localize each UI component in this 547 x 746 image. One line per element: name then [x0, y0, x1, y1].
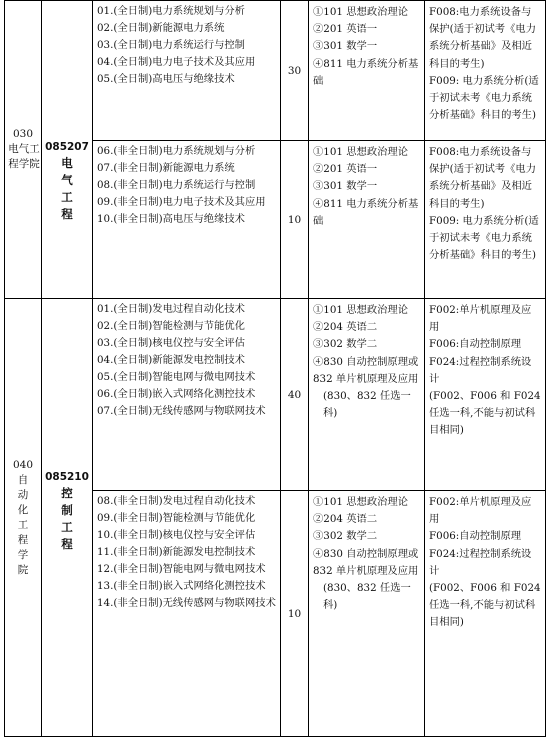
exam-subjects — [309, 1, 425, 141]
college-name: 自动化工程学院 — [17, 473, 29, 576]
direction-item: 03.(全日制)电力系统运行与控制 — [97, 39, 245, 51]
college-name: 电气工程学院 — [8, 143, 40, 170]
exam-item: ②201 英语一 — [313, 23, 378, 36]
direction-item: 14.(非全日制)无线传感网与物联网技术 — [97, 597, 276, 609]
direction-item: 10.(非全日制)高电压与绝缘技术 — [97, 213, 245, 225]
table-row — [5, 299, 546, 491]
direction-item: 04.(全日制)新能源发电控制技术 — [97, 354, 245, 366]
retest-item: F008:电力系统设备与保护(适于初试考《电力系统分析基础》及相近科目的考生) — [429, 146, 536, 210]
research-directions — [93, 491, 281, 737]
exam-item: ④830 自动控制原理或 832 单片机原理及应用 — [313, 547, 419, 577]
exam-subjects — [309, 141, 425, 299]
retest-item: F002:单片机原理及应用 — [429, 304, 532, 334]
direction-item: 07.(非全日制)新能源电力系统 — [97, 162, 235, 174]
direction-item: 11.(非全日制)新能源发电控制技术 — [97, 546, 256, 558]
retest-subjects — [425, 491, 546, 737]
direction-item: 05.(全日制)高电压与绝缘技术 — [97, 73, 235, 85]
direction-item: 03.(全日制)核电仪控与安全评估 — [97, 337, 245, 349]
direction-item: 02.(全日制)新能源电力系统 — [97, 22, 225, 34]
major-cell — [42, 1, 93, 299]
direction-item: 12.(非全日制)智能电网与微电网技术 — [97, 563, 266, 575]
retest-item: F006:自动控制原理 — [429, 530, 522, 543]
exam-item: ①101 思想政治理论 — [313, 146, 409, 158]
college-code: 030 — [12, 128, 34, 140]
exam-subjects — [309, 299, 425, 491]
exam-item: ③301 数学一 — [313, 180, 378, 193]
direction-item: 10.(非全日制)核电仪控与安全评估 — [97, 529, 256, 541]
exam-item: (830、832 任选一科) — [323, 582, 411, 612]
exam-item: ③301 数学一 — [313, 40, 378, 53]
direction-item: 01.(全日制)发电过程自动化技术 — [97, 303, 245, 315]
retest-item: F008:电力系统设备与保护(适于初试考《电力系统分析基础》及相近科目的考生) — [429, 6, 536, 70]
direction-item: 04.(全日制)电力电子技术及其应用 — [97, 56, 256, 68]
direction-item: 06.(非全日制)电力系统规划与分析 — [97, 145, 256, 157]
direction-item: 01.(全日制)电力系统规划与分析 — [97, 5, 245, 17]
college-code: 040 — [12, 458, 34, 471]
exam-item: ④811 电力系统分析基础 — [313, 197, 419, 227]
direction-item: 09.(非全日制)智能检测与节能优化 — [97, 512, 256, 524]
major-cell — [42, 299, 93, 737]
exam-item: ①101 思想政治理论 — [313, 6, 409, 18]
retest-item: F009: 电力系统分析(适于初试未考《电力系统分析基础》科目的考生) — [429, 74, 539, 122]
exam-item: ①101 思想政治理论 — [313, 304, 409, 316]
exam-item: ②204 英语二 — [313, 321, 378, 334]
direction-item: 08.(非全日制)发电过程自动化技术 — [97, 495, 256, 507]
college-cell — [5, 299, 42, 737]
retest-item: (F002、F006 和 F024 任选一科,不能与初试科目相同) — [429, 390, 541, 437]
direction-item: 09.(非全日制)电力电子技术及其应用 — [97, 196, 266, 208]
direction-item: 02.(全日制)智能检测与节能优化 — [97, 320, 245, 332]
research-directions — [93, 1, 281, 141]
direction-item: 07.(全日制)无线传感网与物联网技术 — [97, 405, 266, 417]
retest-subjects — [425, 1, 546, 141]
admissions-table — [4, 0, 546, 737]
enrollment-count: 30 — [281, 1, 309, 141]
direction-item: 13.(非全日制)嵌入式网络化测控技术 — [97, 580, 266, 592]
college-cell — [5, 1, 42, 299]
retest-subjects — [425, 141, 546, 299]
retest-item: F024:过程控制系统设计 — [429, 355, 532, 385]
major-code: 085210 — [45, 471, 89, 483]
enrollment-count: 40 — [281, 299, 309, 491]
exam-item: ②201 英语一 — [313, 163, 378, 176]
research-directions — [93, 141, 281, 299]
retest-item: F002:单片机原理及应用 — [429, 496, 532, 526]
direction-item: 08.(非全日制)电力系统运行与控制 — [97, 179, 256, 191]
retest-item: F009: 电力系统分析(适于初试未考《电力系统分析基础》科目的考生) — [429, 214, 539, 262]
enrollment-count: 10 — [281, 141, 309, 299]
exam-item: (830、832 任选一科) — [323, 390, 411, 420]
exam-item: ④830 自动控制原理或 832 单片机原理及应用 — [313, 355, 419, 385]
enrollment-count: 10 — [281, 491, 309, 737]
exam-item: ③302 数学二 — [313, 338, 378, 351]
retest-item: F024:过程控制系统设计 — [429, 547, 532, 577]
research-directions — [93, 299, 281, 491]
exam-item: ①101 思想政治理论 — [313, 496, 409, 508]
direction-item: 05.(全日制)智能电网与微电网技术 — [97, 371, 256, 383]
major-name: 电气工程 — [61, 156, 73, 221]
exam-subjects — [309, 491, 425, 737]
direction-item: 06.(全日制)嵌入式网络化测控技术 — [97, 388, 256, 400]
major-name: 控制工程 — [61, 486, 73, 551]
retest-subjects — [425, 299, 546, 491]
retest-item: F006:自动控制原理 — [429, 338, 522, 351]
major-code: 085207 — [45, 141, 89, 153]
exam-item: ④811 电力系统分析基础 — [313, 57, 419, 87]
table-row — [5, 1, 546, 141]
exam-item: ③302 数学二 — [313, 530, 378, 543]
retest-item: (F002、F006 和 F024 任选一科,不能与初试科目相同) — [429, 582, 541, 629]
exam-item: ②204 英语二 — [313, 513, 378, 526]
